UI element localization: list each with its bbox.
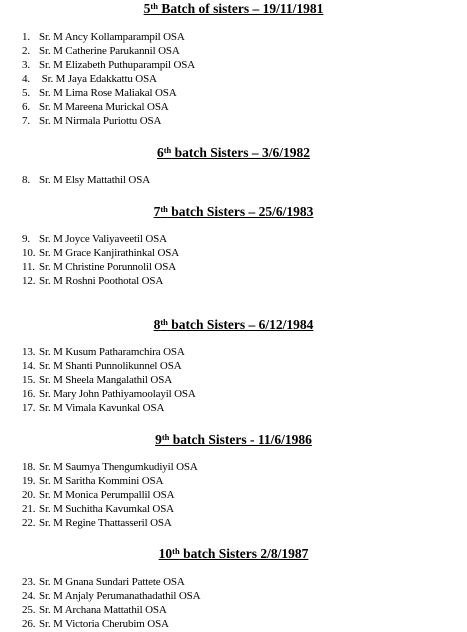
batch-title: batch Sisters - 11/6/1986 — [169, 432, 312, 447]
item-number: 8. — [22, 174, 30, 186]
item-number: 19. — [22, 475, 36, 487]
item-number: 17. — [22, 402, 36, 414]
list-item — [22, 247, 179, 260]
list-item — [22, 73, 157, 86]
item-name: Sr. Mary John Pathiyamoolayil OSA — [39, 388, 196, 400]
item-name: Sr. M Kusum Patharamchira OSA — [39, 346, 185, 358]
list-item — [22, 31, 185, 44]
list-item — [22, 604, 167, 617]
item-number: 2. — [22, 45, 30, 57]
item-name: Sr. M Monica Perumpallil OSA — [39, 489, 175, 501]
item-number: 25. — [22, 604, 36, 616]
item-name: Sr. M Vimala Kavunkal OSA — [39, 402, 165, 414]
item-name: Sr. M Nirmala Puriottu OSA — [39, 115, 162, 127]
list-item — [22, 461, 198, 474]
item-number: 3. — [22, 59, 30, 71]
batch-heading-5 — [0, 1, 467, 16]
list-item — [22, 59, 195, 72]
list-item — [22, 576, 185, 589]
batch-title: batch Sisters – 3/6/1982 — [171, 145, 311, 160]
batch-ordinal-suffix: th — [150, 1, 158, 11]
list-item — [22, 618, 169, 631]
list-item — [22, 402, 164, 415]
list-item — [22, 346, 185, 359]
item-name: Sr. M Gnana Sundari Pattete OSA — [39, 576, 185, 588]
item-number: 13. — [22, 346, 36, 358]
item-number: 9. — [22, 233, 30, 245]
list-item — [22, 503, 174, 516]
batch-ordinal-suffix: th — [172, 546, 180, 556]
item-name: Sr. M Archana Mattathil OSA — [39, 604, 167, 616]
batch-heading-9 — [0, 432, 467, 447]
list-item — [22, 233, 167, 246]
item-name: Sr. M Shanti Punnolikunnel OSA — [39, 360, 182, 372]
item-number: 21. — [22, 503, 36, 515]
item-name: Sr. M Ancy Kollamparampil OSA — [39, 31, 185, 43]
list-item — [22, 261, 176, 274]
batch-heading-6 — [0, 145, 467, 160]
batch-heading-8 — [0, 317, 467, 332]
item-name: Sr. M Christine Porunnolil OSA — [39, 261, 176, 273]
item-name: Sr. M Sheela Mangalathil OSA — [39, 374, 172, 386]
list-item — [22, 45, 180, 58]
batch-ordinal: 7 — [153, 204, 161, 219]
batch-ordinal: 5 — [143, 1, 151, 16]
item-name: Sr. M Victoria Cherubim OSA — [39, 618, 169, 630]
item-number: 23. — [22, 576, 36, 588]
item-name: Sr. M Suchitha Kavumkal OSA — [39, 503, 174, 515]
item-number: 26. — [22, 618, 36, 630]
list-item — [22, 388, 196, 401]
batch-ordinal: 6 — [156, 145, 164, 160]
item-number: 1. — [22, 31, 30, 43]
item-number: 15. — [22, 374, 36, 386]
batch-ordinal-suffix: th — [160, 317, 168, 327]
batch-ordinal: 10 — [158, 546, 173, 561]
item-number: 14. — [22, 360, 36, 372]
item-number: 7. — [22, 115, 30, 127]
item-number: 16. — [22, 388, 36, 400]
list-item — [22, 590, 200, 603]
batch-ordinal: 9 — [155, 432, 162, 447]
item-number: 24. — [22, 590, 36, 602]
item-number: 10. — [22, 247, 36, 259]
batch-heading-7 — [0, 204, 467, 219]
list-item — [22, 489, 174, 502]
batch-title: batch Sisters – 25/6/1983 — [167, 204, 314, 219]
item-number: 11. — [22, 261, 35, 273]
item-name: Sr. M Elizabeth Puthuparampil OSA — [39, 59, 196, 71]
batch-title: batch Sisters – 6/12/1984 — [167, 317, 314, 332]
list-item — [22, 374, 172, 387]
list-item — [22, 275, 163, 288]
item-number: 18. — [22, 461, 36, 473]
item-name: Sr. M Saritha Kommini OSA — [39, 475, 164, 487]
item-number: 20. — [22, 489, 36, 501]
list-item — [22, 475, 163, 488]
list-item — [22, 101, 169, 114]
item-name: Sr. M Roshni Poothotal OSA — [39, 275, 164, 287]
item-name: Sr. M Anjaly Perumanathadathil OSA — [39, 590, 201, 602]
item-number: 5. — [22, 87, 30, 99]
item-name: Sr. M Catherine Parukannil OSA — [39, 45, 180, 57]
batch-ordinal-suffix: th — [163, 145, 172, 155]
batch-title: Batch of sisters – 19/11/1981 — [157, 1, 324, 16]
item-name: Sr. M Joyce Valiyaveetil OSA — [39, 233, 167, 245]
list-item — [22, 115, 161, 128]
list-item — [22, 360, 182, 373]
batch-title: batch Sisters 2/8/1987 — [179, 546, 309, 561]
item-number: 22. — [22, 517, 36, 529]
batch-heading-10 — [0, 546, 467, 561]
item-name: Sr. M Grace Kanjirathinkal OSA — [39, 247, 179, 259]
batch-ordinal: 8 — [153, 317, 161, 332]
item-name: Sr. M Jaya Edakkattu OSA — [39, 73, 157, 85]
item-name: Sr. M Regine Thattasseril OSA — [39, 517, 172, 529]
item-number: 12. — [22, 275, 36, 287]
list-item — [22, 174, 150, 187]
list-item — [22, 517, 172, 530]
item-name: Sr. M Mareena Murickal OSA — [39, 101, 169, 113]
batch-ordinal-suffix: th — [160, 204, 168, 214]
item-name: Sr. M Elsy Mattathil OSA — [39, 174, 150, 186]
item-number: 6. — [22, 101, 30, 113]
item-name: Sr. M Lima Rose Maliakal OSA — [39, 87, 177, 99]
list-item — [22, 87, 177, 100]
batch-ordinal-suffix: th — [161, 432, 170, 442]
item-number: 4. — [22, 73, 30, 85]
item-name: Sr. M Saumya Thengumkudiyil OSA — [39, 461, 198, 473]
